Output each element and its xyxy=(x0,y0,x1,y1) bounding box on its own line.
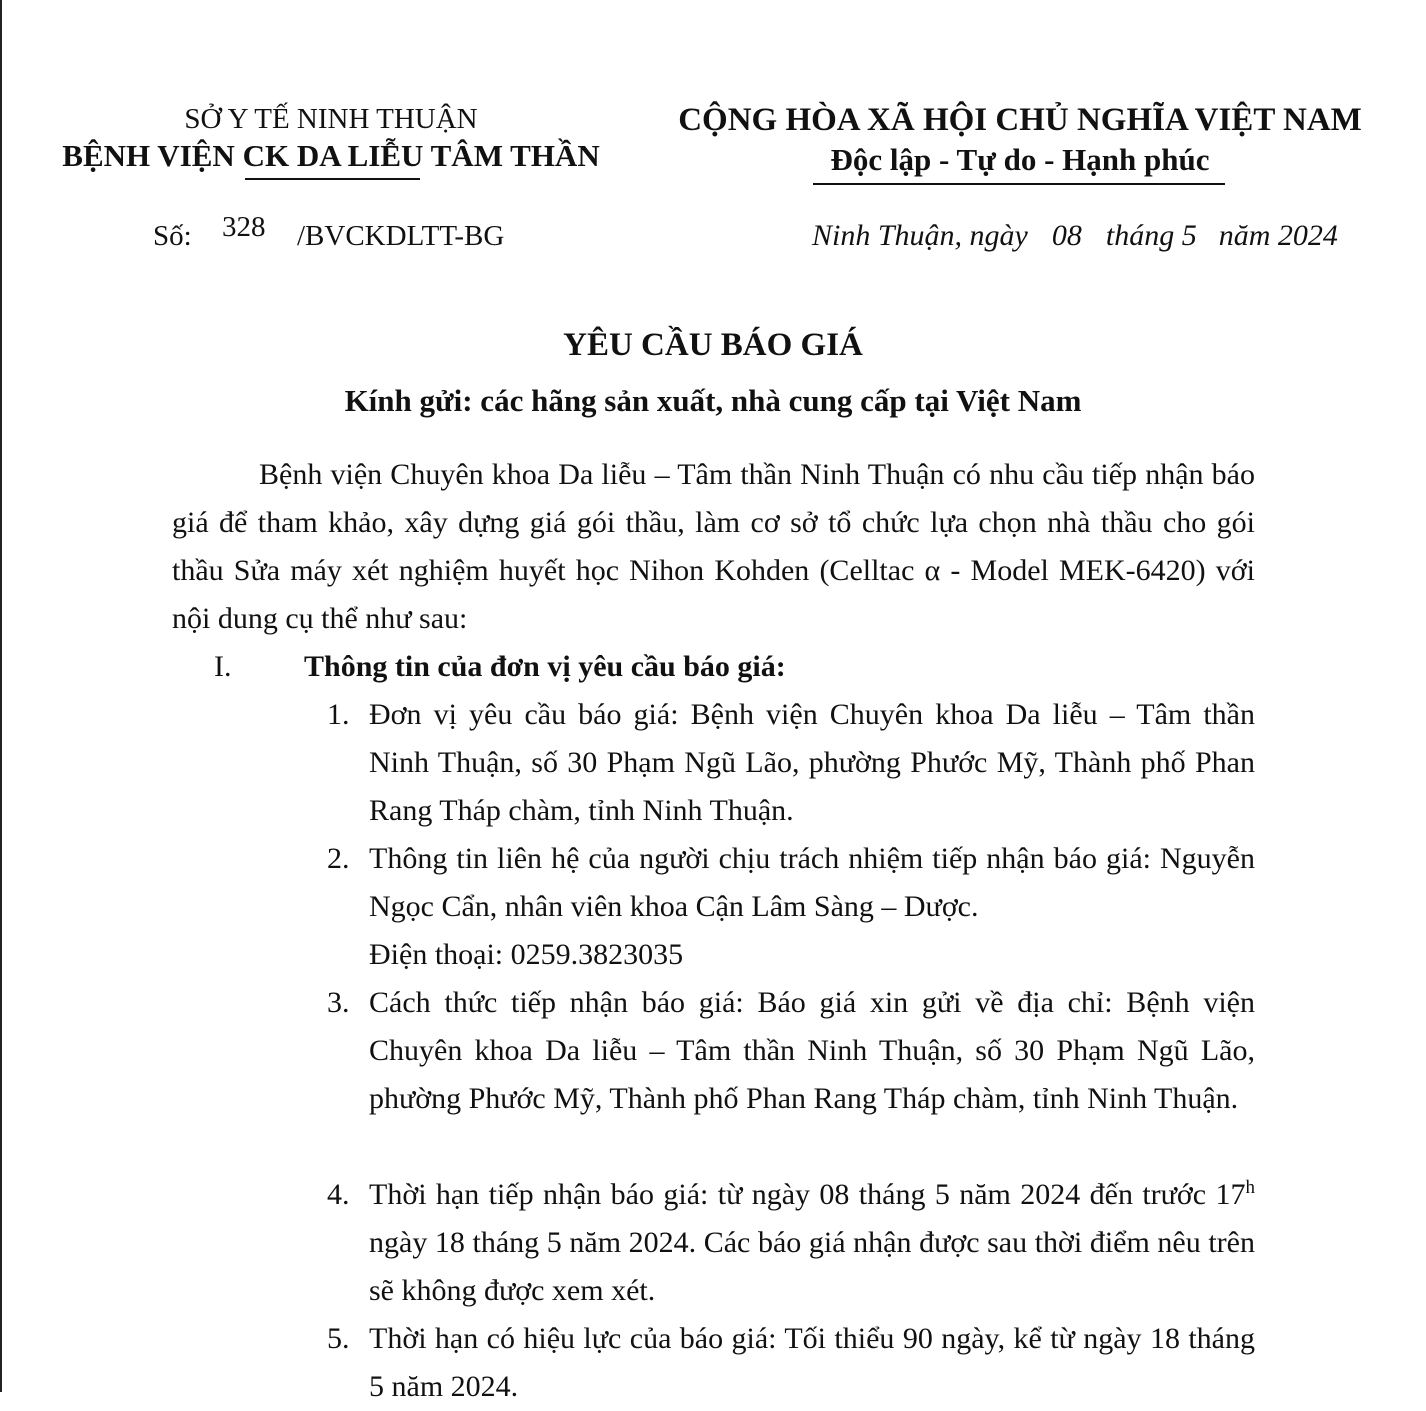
list-item-number: 1. xyxy=(327,698,350,731)
document-title: YÊU CẦU BÁO GIÁ xyxy=(563,327,863,363)
date-year: năm 2024 xyxy=(1218,219,1338,252)
contact-phone: Điện thoại: 0259.3823035 xyxy=(369,938,684,971)
national-title: CỘNG HÒA XÃ HỘI CHỦ NGHĨA VIỆT NAM xyxy=(678,102,1362,138)
intro-paragraph: Bệnh viện Chuyên khoa Da liễu – Tâm thần Ninh Thuận có nhu cầu tiếp nhận báo giá để tham khảo, xây dựng giá gói thầu, làm cơ sở tổ chức lựa chọn nhà thầu cho gói thầu Sửa máy xét nghiệm huyết học Nihon Kohden (Celltac α - Model MEK-6420) với nội dung cụ thể như sau: xyxy=(172,458,1255,635)
document-date xyxy=(812,216,1338,256)
deadline-text-end: ngày 18 tháng 5 năm 2024. Các báo giá nhận được sau thời điểm nêu trên sẽ không được xem xét. xyxy=(369,1226,1255,1307)
date-day: 08 xyxy=(1051,219,1082,252)
list-item-number: 4. xyxy=(327,1178,350,1211)
list-item-number: 5. xyxy=(327,1322,350,1355)
hospital-underline xyxy=(245,178,420,180)
document-recipient: Kính gửi: các hãng sản xuất, nhà cung cấp tại Việt Nam xyxy=(344,383,1082,418)
department-name: SỞ Y TẾ NINH THUẬN xyxy=(184,103,478,135)
section-number: I. xyxy=(214,650,232,683)
list-item-text: Thời hạn có hiệu lực của báo giá: Tối thiểu 90 ngày, kể từ ngày 18 tháng 5 năm 2024. xyxy=(369,1322,1255,1403)
hospital-name: BỆNH VIỆN CK DA LIỄU TÂM THẦN xyxy=(62,138,600,173)
list-item-number: 2. xyxy=(327,842,350,875)
motto-underline xyxy=(813,183,1225,185)
list-item-text: Đơn vị yêu cầu báo giá: Bệnh viện Chuyên khoa Da liễu – Tâm thần Ninh Thuận, số 30 Phạm Ngũ Lão, phường Phước Mỹ, Thành phố Phan Rang Tháp chàm, tỉnh Ninh Thuận. xyxy=(369,698,1255,827)
hour-superscript: h xyxy=(1245,1177,1255,1198)
reference-code: /BVCKDLTT-BG xyxy=(297,220,505,252)
reference-label: Số: xyxy=(153,220,192,252)
list-item-text xyxy=(369,1171,1255,1315)
national-motto: Độc lập - Tự do - Hạnh phúc xyxy=(830,142,1210,177)
list-item-text: Cách thức tiếp nhận báo giá: Báo giá xin gửi về địa chỉ: Bệnh viện Chuyên khoa Da liễu – Tâm thần Ninh Thuận, số 30 Phạm Ngũ Lão, phường Phước Mỹ, Thành phố Phan Rang Tháp chàm, tỉnh Ninh Thuận. xyxy=(369,986,1255,1115)
reference-number: 328 xyxy=(222,211,266,243)
page-left-border xyxy=(0,0,2,1392)
date-month: tháng 5 xyxy=(1105,219,1197,252)
section-title: Thông tin của đơn vị yêu cầu báo giá: xyxy=(304,650,786,683)
date-place: Ninh Thuận, ngày xyxy=(812,219,1028,252)
list-item-text: Thông tin liên hệ của người chịu trách nhiệm tiếp nhận báo giá: Nguyễn Ngọc Cẩn, nhân viên khoa Cận Lâm Sàng – Dược. xyxy=(369,842,1255,923)
deadline-text-start: Thời hạn tiếp nhận báo giá: từ ngày 08 tháng 5 năm 2024 đến trước 17 xyxy=(369,1178,1246,1211)
list-item-number: 3. xyxy=(327,986,350,1019)
